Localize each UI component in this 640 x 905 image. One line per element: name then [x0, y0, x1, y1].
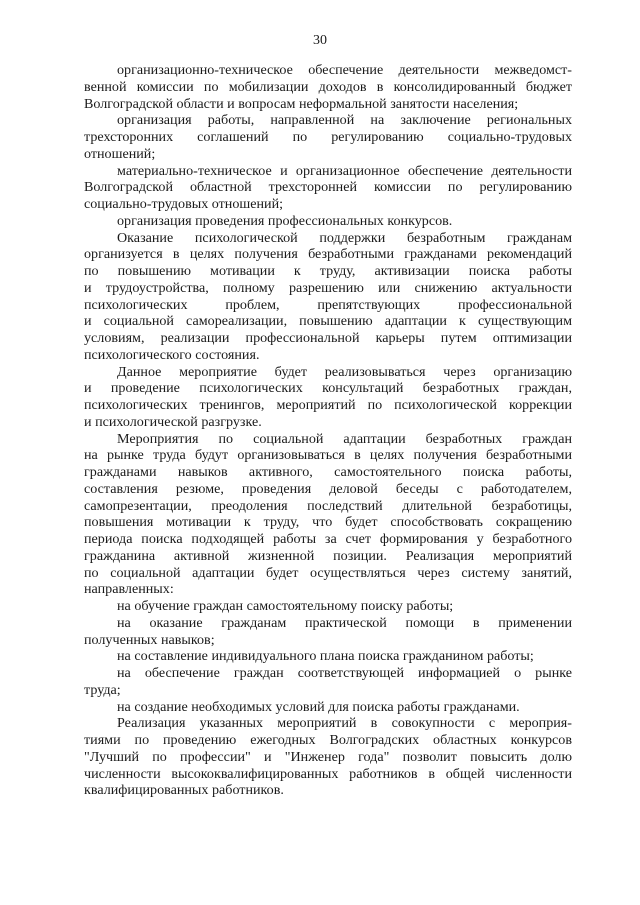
- text-line: Волгоградской области и вопросам неформальной занятости населения;: [84, 95, 519, 112]
- text-line: тиями по проведению ежегодных Волгоградских областных конкурсов: [84, 732, 572, 748]
- text-line: отношений;: [84, 145, 156, 162]
- text-line: венной комиссии по мобилизации доходов в консолидированный бюджет: [84, 78, 572, 95]
- text-line: самопрезентации, преодоления последствий длительной безработицы,: [84, 497, 572, 514]
- text-line: Волгоградской областной трехсторонней комиссии по регулированию: [84, 179, 572, 196]
- text-line: на обеспечение граждан соответствующей информацией о рынке: [117, 665, 572, 681]
- text-line: Реализация указанных мероприятий в совокупности с мероприя-: [117, 715, 572, 732]
- text-line: повышения мотивации к труду, что будет способствовать сокращению: [84, 514, 572, 531]
- text-line: гражданами навыков активного, самостоятельного поиска работы,: [84, 464, 572, 480]
- text-line: организация проведения профессиональных конкурсов.: [117, 212, 453, 229]
- text-line: на рынке труда будут организовываться в целях получения безработными: [84, 447, 572, 464]
- text-line: психологических тренингов, мероприятий по психологической коррекции: [84, 397, 572, 413]
- text-line: организация работы, направленной на заключение региональных: [117, 112, 572, 129]
- text-line: труда;: [84, 681, 121, 698]
- text-line: социально-трудовых отношений;: [84, 196, 284, 212]
- text-line: условиям, реализации профессиональной карьеры путем оптимизации: [84, 330, 572, 346]
- text-line: на составление индивидуального плана поиска гражданином работы;: [117, 648, 534, 665]
- text-line: Мероприятия по социальной адаптации безработных граждан: [117, 430, 572, 447]
- document-body: [84, 62, 572, 799]
- text-line: организационно-техническое обеспечение деятельности межведомст-: [117, 62, 572, 78]
- text-line: составления резюме, проведения деловой беседы с работодателем,: [84, 480, 572, 497]
- page-number: 30: [313, 33, 327, 48]
- text-line: организуется в целях получения безработными гражданами рекомендаций: [84, 246, 572, 263]
- text-line: психологических проблем, препятствующих профессиональной: [84, 296, 572, 313]
- text-line: Оказание психологической поддержки безработным гражданам: [117, 229, 572, 246]
- text-line: на оказание гражданам практической помощи в применении: [117, 614, 572, 631]
- text-line: численности высококвалифицированных работников в общей численности: [84, 765, 572, 782]
- text-line: полученных навыков;: [84, 631, 215, 648]
- text-line: и социальной самореализации, повышению адаптации к существующим: [84, 313, 572, 330]
- text-line: по повышению мотивации к труду, активизации поиска работы: [84, 263, 572, 279]
- text-line: по социальной адаптации будет осуществляться через систему занятий,: [84, 564, 572, 581]
- text-line: и трудоустройства, полному разрешению или снижению актуальности: [84, 279, 572, 296]
- text-line: материально-техническое и организационное обеспечение деятельности: [117, 162, 572, 179]
- text-line: трехсторонних соглашений по регулированию социально-трудовых: [84, 129, 572, 145]
- text-line: Данное мероприятие будет реализовываться через организацию: [117, 363, 572, 380]
- text-line: и проведение психологических консультаций безработных граждан,: [84, 380, 572, 397]
- text-line: квалифицированных работников.: [84, 782, 284, 799]
- text-line: на обучение граждан самостоятельному поиску работы;: [117, 598, 454, 614]
- text-line: гражданина активной жизненной позиции. Реализация мероприятий: [84, 547, 572, 564]
- text-line: периода поиска подходящей работы за счет формирования у безработного: [84, 531, 572, 547]
- text-line: психологического состояния.: [84, 346, 260, 363]
- text-line: на создание необходимых условий для поиска работы гражданами.: [117, 698, 520, 715]
- text-line: "Лучший по профессии" и "Инженер года" позволит повысить долю: [84, 748, 572, 765]
- text-line: направленных:: [84, 581, 174, 598]
- text-line: и психологической разгрузке.: [84, 413, 262, 430]
